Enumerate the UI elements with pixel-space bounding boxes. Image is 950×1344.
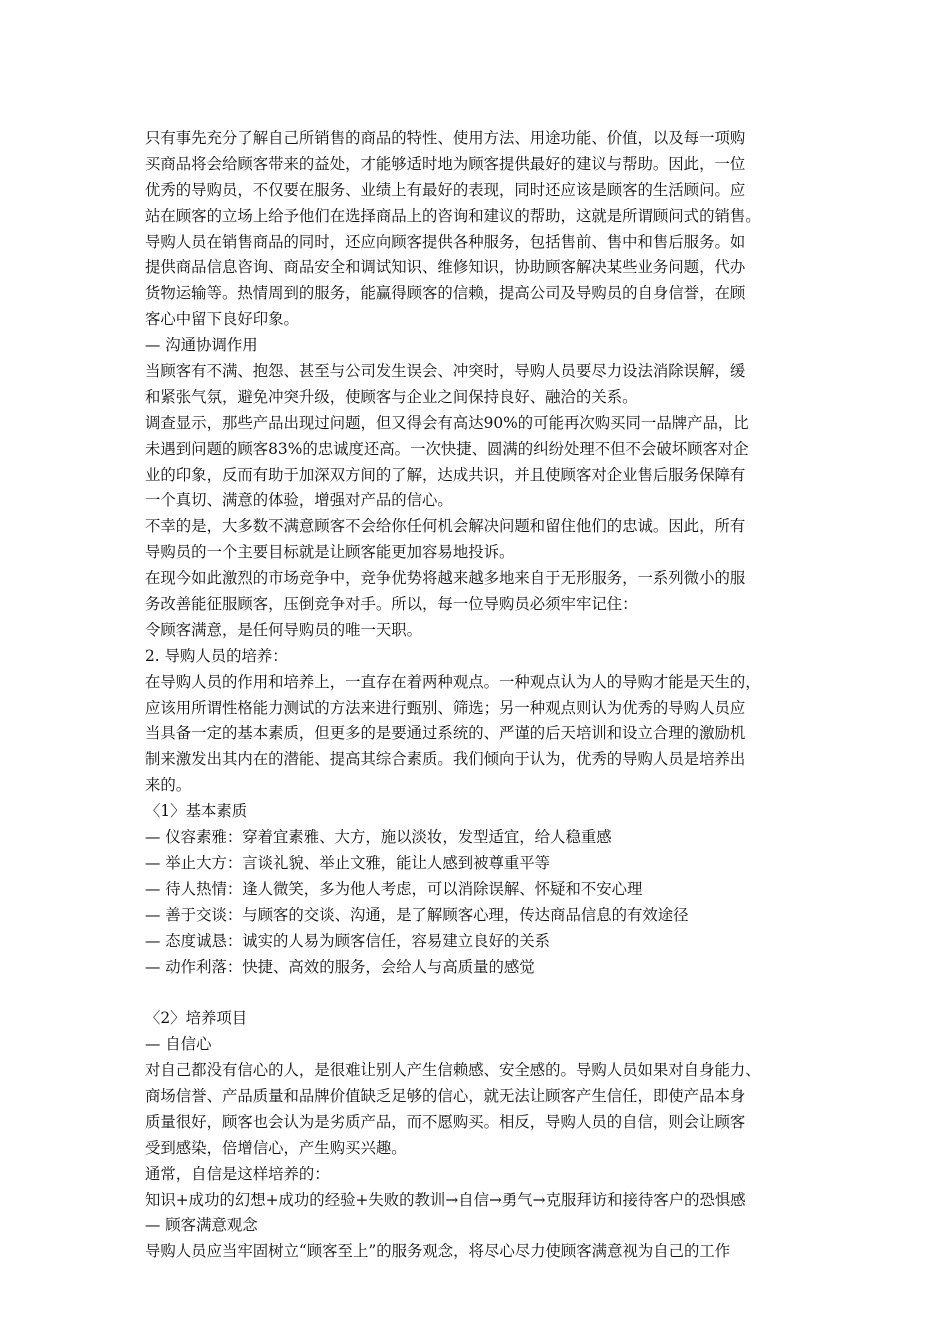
text-line: 2. 导购人员的培养： [145,646,288,665]
text-line: 在现今如此激烈的市场竞争中，竞争优势将越来越多地来自于无形服务，一系列微小的服 [145,569,746,588]
text-line: 调查显示，那些产品出现过问题，但又得会有高达90%的可能再次购买同一品牌产品，比 [145,413,749,432]
text-line: 对自己都没有信心的人，是很难让别人产生信赖感、安全感的。导购人员如果对自身能力、 [145,1061,761,1080]
text-line: 〈2〉培养项目 [145,1009,248,1028]
text-line: 货物运输等。热情周到的服务，能赢得顾客的信赖，提高公司及导购员的自身信誉，在顾 [145,284,746,303]
text-line: 〈1〉基本素质 [145,802,248,821]
text-line: 务改善能征服顾客，压倒竞争对手。所以，每一位导购员必须牢牢记住： [145,595,638,614]
document-page [145,126,810,1265]
text-line: 应该用所谓性格能力测试的方法来进行甄别、筛选；另一种观点则认为优秀的导购人员应 [145,698,746,717]
text-line: 只有事先充分了解自己所销售的商品的特性、使用方法、用途功能、价值，以及每一项购 [145,129,746,147]
text-line: 导购人员在销售商品的同时，还应向顾客提供各种服务，包括售前、售中和售后服务。如 [145,232,746,251]
text-line: 买商品将会给顾客带来的益处，才能够适时地为顾客提供最好的建议与帮助。因此，一位 [145,154,746,173]
text-line: 优秀的导购员，不仅要在服务、业绩上有最好的表现，同时还应该是顾客的生活顾问。应 [145,180,746,199]
text-line: — 顾客满意观念 [145,1216,258,1235]
text-line: 导购人员应当牢固树立“顾客至上”的服务观念，将尽心尽力使顾客满意视为自己的工作 [145,1242,731,1261]
text-line: 未遇到问题的顾客83%的忠诚度还高。一次快捷、圆满的纠纷处理不但不会破坏顾客对企 [145,439,749,458]
text-line: — 动作利落：快捷、高效的服务，会给人与高质量的感觉 [145,957,535,976]
text-line: 在导购人员的作用和培养上，一直存在着两种观点。一种观点认为人的导购才能是天生的， [145,672,761,691]
text-line: 当顾客有不满、抱怨、甚至与公司发生误会、冲突时，导购人员要尽力设法消除误解，缓 [145,362,746,381]
text-line: — 待人热情：逢人微笑，多为他人考虑，可以消除误解、怀疑和不安心理 [145,879,643,898]
text-line: 和紧张气氛，避免冲突升级，使顾客与企业之间保持良好、融洽的关系。 [145,387,638,406]
text-line: 业的印象，反而有助于加深双方间的了解，达成共识，并且使顾客对企业售后服务保障有 [145,465,746,484]
text-line: 制来激发出其内在的潜能、提高其综合素质。我们倾向于认为，优秀的导购人员是培养出 [145,750,746,769]
text-line: 客心中留下良好印象。 [145,310,299,329]
text-line: 来的。 [145,776,192,795]
text-line: 受到感染，倍增信心，产生购买兴趣。 [145,1138,407,1157]
text-line: 不幸的是，大多数不满意顾客不会给你任何机会解决问题和留住他们的忠诚。因此，所有 [145,517,746,536]
text-line: 站在顾客的立场上给予他们在选择商品上的咨询和建议的帮助，这就是所谓顾问式的销售。 [145,206,761,225]
text-line: 令顾客满意，是任何导购员的唯一天职。 [145,620,423,639]
text-line: — 仪容素雅：穿着宜素雅、大方，施以淡妆，发型适宜，给人稳重感 [145,828,612,847]
text-line: 一个真切、满意的体验，增强对产品的信心。 [145,491,453,510]
text-line: — 态度诚恳：诚实的人易为顾客信任，容易建立良好的关系 [145,931,551,950]
text-line: — 自信心 [145,1035,212,1054]
text-line: — 沟通协调作用 [145,336,258,355]
text-line: 通常，自信是这样培养的： [145,1164,330,1183]
text-line: 质量很好，顾客也会认为是劣质产品，而不愿购买。相反，导购人员的自信，则会让顾客 [145,1112,746,1131]
text-line: — 善于交谈：与顾客的交谈、沟通，是了解顾客心理，传达商品信息的有效途径 [145,905,689,924]
text-line: 商场信誉、产品质量和品牌价值缺乏足够的信心，就无法让顾客产生信任，即使产品本身 [145,1086,746,1105]
text-line: 知识+成功的幻想+成功的经验+失败的教训→自信→勇气→克服拜访和接待客户的恐惧感 [145,1190,746,1209]
text-line: — 举止大方：言谈礼貌、举止文雅，能让人感到被尊重平等 [145,853,551,872]
text-line: 导购员的一个主要目标就是让顾客能更加容易地投诉。 [145,543,515,562]
text-line: 当具备一定的基本素质，但更多的是要通过系统的、严谨的后天培训和设立合理的激励机 [145,724,746,743]
blank-line [145,980,810,1006]
text-line: 提供商品信息咨询、商品安全和调试知识、维修知识，协助顾客解决某些业务问题，代办 [145,258,746,277]
